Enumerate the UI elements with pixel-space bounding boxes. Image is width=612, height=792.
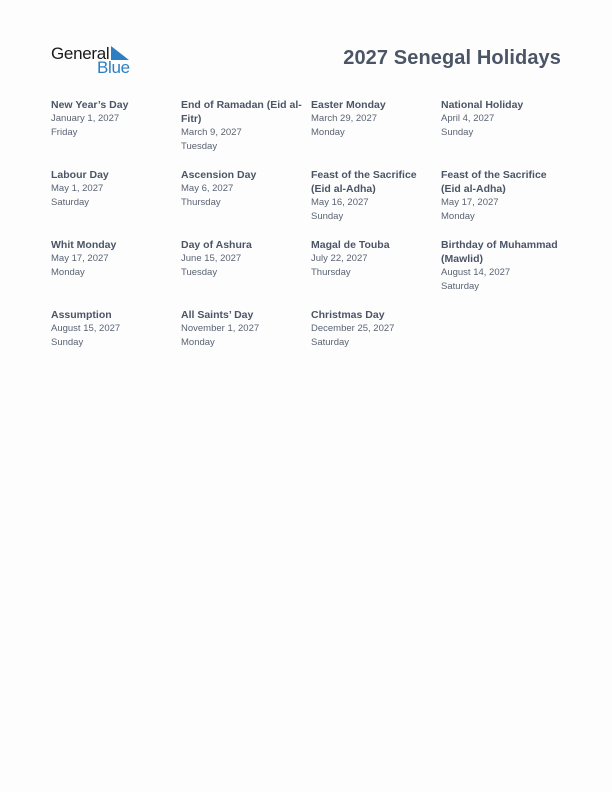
- holiday-weekday: Saturday: [441, 281, 480, 292]
- holiday-item: [51, 308, 173, 350]
- holiday-weekday: Saturday: [311, 337, 350, 348]
- holiday-item: [311, 98, 433, 140]
- holiday-date: November 1, 2027: [181, 323, 260, 334]
- holiday-date: July 22, 2027: [311, 253, 368, 264]
- holiday-weekday: Monday: [181, 337, 215, 348]
- holiday-date: May 17, 2027: [441, 197, 499, 208]
- holiday-weekday: Sunday: [441, 127, 474, 138]
- holiday-name: Magal de Touba: [311, 239, 390, 251]
- holiday-name: All Saints’ Day: [181, 309, 254, 321]
- holiday-item: [181, 238, 303, 280]
- holiday-name: Easter Monday: [311, 99, 386, 111]
- holiday-item: [441, 168, 563, 224]
- holiday-name: Day of Ashura: [181, 239, 252, 251]
- generalblue-logo: [51, 44, 135, 78]
- holiday-item: [311, 168, 433, 224]
- holiday-name: Labour Day: [51, 169, 109, 181]
- holiday-weekday: Monday: [311, 127, 345, 138]
- holiday-date: January 1, 2027: [51, 113, 120, 124]
- holiday-name: Feast of the Sacrifice (Eid al-Adha): [441, 169, 547, 195]
- holiday-item: [51, 238, 173, 280]
- holiday-item: [441, 238, 563, 294]
- holiday-date: March 9, 2027: [181, 127, 242, 138]
- holiday-item: [311, 238, 433, 280]
- holiday-item: [181, 168, 303, 210]
- holiday-item: [51, 98, 173, 140]
- holiday-name: Birthday of Muhammad (Mawlid): [441, 239, 558, 265]
- holiday-weekday: Sunday: [51, 337, 84, 348]
- holiday-weekday: Sunday: [311, 211, 344, 222]
- holiday-date: March 29, 2027: [311, 113, 378, 124]
- holiday-item: [181, 308, 303, 350]
- holiday-name: New Year’s Day: [51, 99, 129, 111]
- holiday-name: Christmas Day: [311, 309, 385, 321]
- holiday-item: [441, 98, 563, 140]
- holiday-item: [311, 308, 433, 350]
- holiday-name: End of Ramadan (Eid al-Fitr): [181, 99, 302, 125]
- logo-word-blue: Blue: [97, 58, 130, 77]
- holiday-date: May 17, 2027: [51, 253, 109, 264]
- holiday-weekday: Friday: [51, 127, 78, 138]
- holiday-name: Whit Monday: [51, 239, 117, 251]
- holiday-date: May 1, 2027: [51, 183, 104, 194]
- page-title: 2027 Senegal Holidays: [343, 47, 561, 69]
- holiday-name: Ascension Day: [181, 169, 257, 181]
- holiday-weekday: Thursday: [311, 267, 351, 278]
- holiday-weekday: Thursday: [181, 197, 221, 208]
- holiday-date: August 14, 2027: [441, 267, 511, 278]
- holiday-weekday: Tuesday: [181, 267, 218, 278]
- holiday-date: April 4, 2027: [441, 113, 495, 124]
- holiday-date: June 15, 2027: [181, 253, 242, 264]
- holiday-weekday: Tuesday: [181, 141, 218, 152]
- holiday-name: Feast of the Sacrifice (Eid al-Adha): [311, 169, 417, 195]
- holiday-name: National Holiday: [441, 99, 524, 111]
- holiday-name: Assumption: [51, 309, 112, 321]
- holiday-item: [181, 98, 303, 154]
- logo-word-general: General: [51, 44, 110, 63]
- holiday-item: [51, 168, 173, 210]
- holiday-date: August 15, 2027: [51, 323, 121, 334]
- holiday-weekday: Monday: [441, 211, 475, 222]
- holiday-weekday: Monday: [51, 267, 85, 278]
- holiday-weekday: Saturday: [51, 197, 90, 208]
- holiday-date: May 16, 2027: [311, 197, 369, 208]
- holiday-date: December 25, 2027: [311, 323, 395, 334]
- holiday-date: May 6, 2027: [181, 183, 234, 194]
